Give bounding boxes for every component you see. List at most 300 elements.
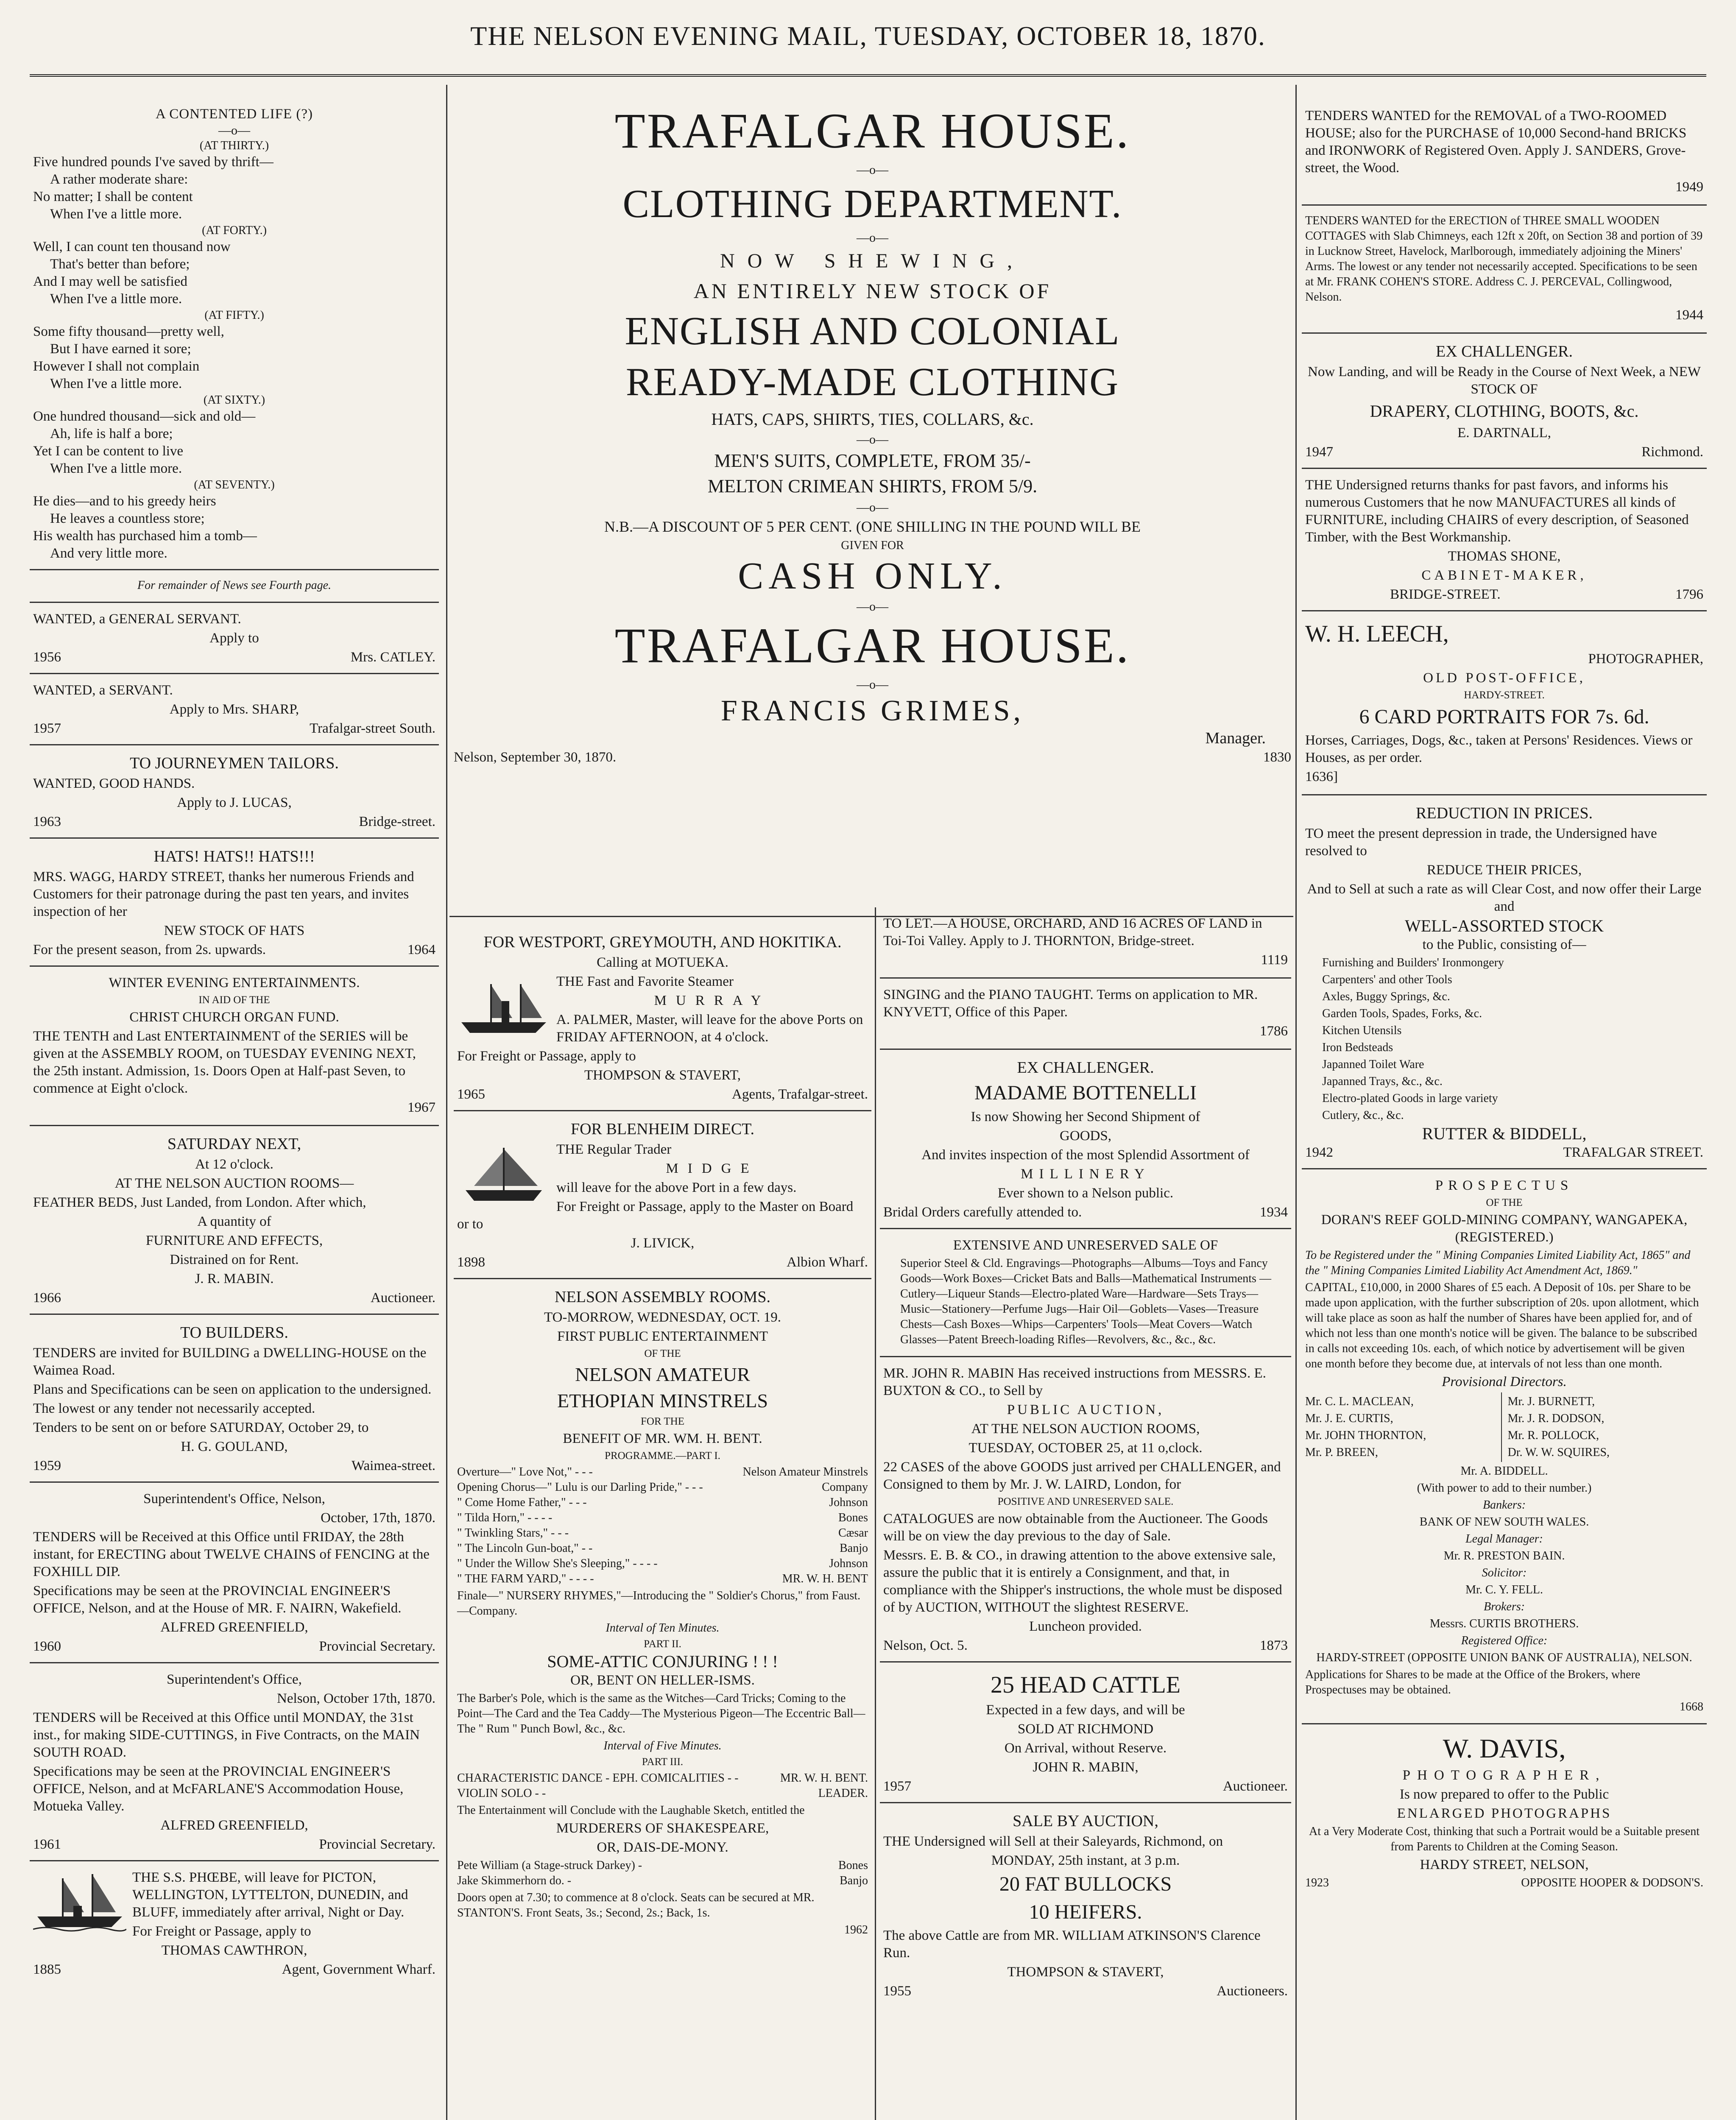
ad-heading: PROSPECTUS	[1435, 1178, 1574, 1193]
stanza-age: (AT FORTY.)	[202, 224, 267, 237]
ad-cash-only: CASH ONLY.	[738, 555, 1007, 597]
ad-sub: NEW STOCK OF HATS	[164, 923, 305, 938]
ad-role: Auctioneer.	[1222, 1779, 1288, 1794]
ad-discount: N.B.—A DISCOUNT OF 5 PER CENT. (ONE SHILLING IN THE POUND WILL BE	[604, 518, 1141, 535]
ad-office: OLD POST-OFFICE,	[1423, 670, 1585, 686]
ad-number: 1966	[33, 1290, 61, 1305]
ad-wanted-servant-2	[30, 674, 439, 745]
ad-agent: THOMPSON & STAVERT,	[584, 1068, 741, 1083]
list-item: Kitchen Utensils	[1322, 1024, 1402, 1037]
ad-dept: CLOTHING DEPARTMENT.	[622, 182, 1122, 226]
column-divider	[875, 907, 876, 2120]
programme-row: CHARACTERISTIC DANCE - EPH. COMICALITIES - - MR. W. H. BENT.	[457, 1771, 868, 1785]
list-item: Japanned Trays, &c., &c.	[1322, 1075, 1443, 1088]
column-2b	[880, 907, 1291, 2120]
ad-role: Provincial Secretary.	[319, 1639, 435, 1654]
ad-extensive-sale	[880, 1229, 1291, 1357]
ad-address: Waimea-street.	[352, 1458, 435, 1473]
director: Mr. J. R. DODSON,	[1507, 1412, 1605, 1425]
ad-heading: 25 HEAD CATTLE	[991, 1672, 1181, 1698]
ad-body: The lowest or any tender not necessarily accepted.	[33, 1401, 315, 1416]
ad-superintendent-roads	[30, 1663, 439, 1861]
ad-line: OR, DAIS-DE-MONY.	[597, 1840, 728, 1855]
ad-body: Applications for Shares to be made at the Office of the Brokers, where Prospectuses may be obtained.	[1305, 1668, 1641, 1696]
ad-heading: REDUCTION IN PRICES.	[1416, 804, 1593, 822]
ad-line: On Arrival, without Reserve.	[1004, 1741, 1167, 1756]
poem-contented-life	[30, 100, 439, 570]
ad-heading: TO JOURNEYMEN TAILORS.	[130, 754, 339, 772]
ad-body: THE Undersigned returns thanks for past favors, and informs his numerous Customers that he now MANUFACTURES all kinds of FURNITURE, including CHAIRS of every description, of Seasoned Timber, with the Best Workmanship.	[1305, 477, 1689, 545]
ad-heading: EX CHALLENGER.	[1017, 1059, 1154, 1077]
column-1	[30, 100, 439, 2120]
programme-row: " THE FARM YARD," - - - - MR. W. H. BENT	[457, 1572, 868, 1585]
ad-name: THOMAS CAWTHRON,	[161, 1943, 307, 1958]
ad-number: 1934	[1260, 1205, 1288, 1220]
poem-line: No matter; I shall be content	[33, 189, 193, 204]
ad-role: PHOTOGRAPHER,	[1402, 1768, 1606, 1783]
director: Mr. JOHN THORNTON,	[1305, 1429, 1426, 1442]
ad-tailors	[30, 745, 439, 839]
ad-where: AT THE NELSON AUCTION ROOMS—	[114, 1176, 354, 1191]
ad-body: MR. JOHN R. MABIN Has received instructions from MESSRS. E. BUXTON & CO., to Sell by	[883, 1366, 1266, 1398]
news-footer-text: For remainder of News see Fourth page.	[137, 579, 332, 592]
ad-line: OF THE	[644, 1348, 681, 1359]
ad-line: REDUCE THEIR PRICES,	[1426, 862, 1582, 878]
ad-body: At a Very Moderate Cost, thinking that such a Portrait would be a Suitable present from Parents to Children at the Coming Season.	[1309, 1825, 1700, 1853]
ad-line: Mr. R. PRESTON BAIN.	[1443, 1549, 1565, 1562]
stanza-age: (AT FIFTY.)	[204, 309, 264, 322]
ad-subheading: Brokers:	[1484, 1600, 1525, 1613]
ad-davis	[1302, 1724, 1707, 1897]
ad-date: October, 17th, 1870.	[321, 1510, 435, 1526]
poem-line: And very little more.	[50, 546, 167, 561]
ad-heading: SALE BY AUCTION,	[1013, 1812, 1158, 1830]
ad-name: W. DAVIS,	[1443, 1733, 1566, 1763]
separator: —o—	[857, 163, 888, 177]
ad-title: TRAFALGAR HOUSE.	[614, 618, 1130, 673]
programme-row: " Tilda Horn," - - - - Bones	[457, 1511, 868, 1524]
ad-body: The Barber's Pole, which is the same as the Witches—Card Tricks; Coming to the Point—The Card and the Tea Caddy—The Mysterious Pigeon—The Eccentric Ball—The " Rum " Punch Bowl, &c., &c.	[457, 1692, 865, 1735]
ad-title: WANTED, GOOD HANDS.	[33, 776, 195, 791]
separator: —o—	[857, 432, 888, 446]
directors-list	[1305, 1392, 1703, 1462]
poem-line: Well, I can count ten thousand now	[33, 239, 231, 254]
ad-company: DORAN'S REEF GOLD-MINING COMPANY, WANGAPEKA, (REGISTERED.)	[1321, 1212, 1688, 1245]
ad-line: ENLARGED PHOTOGRAPHS	[1397, 1806, 1612, 1821]
ad-subheading: Registered Office:	[1461, 1634, 1548, 1647]
masthead: THE NELSON EVENING MAIL, TUESDAY, OCTOBER 18, 1870.	[470, 21, 1266, 51]
ad-line: For Freight or Passage, apply to	[457, 1049, 636, 1064]
ad-westport-steamer	[454, 924, 871, 1111]
ad-line: to the Public, consisting of—	[1422, 937, 1586, 952]
ad-body: The above Cattle are from MR. WILLIAM ATKINSON'S Clarence Run.	[883, 1928, 1261, 1961]
ad-line: And invites inspection of the most Splendid Assortment of	[921, 1147, 1250, 1163]
list-item: Cutlery, &c., &c.	[1322, 1109, 1404, 1122]
ad-line: SOLD AT RICHMOND	[1017, 1721, 1154, 1737]
ad-body: TO meet the present depression in trade, the Undersigned have resolved to	[1305, 826, 1657, 859]
ad-number: 1873	[1260, 1638, 1288, 1653]
ad-ready-made: READY-MADE CLOTHING	[625, 360, 1119, 404]
ad-subheading: Bankers:	[1482, 1498, 1526, 1512]
ad-line: Apply to Mrs. SHARP,	[169, 702, 299, 717]
column-divider	[446, 85, 447, 2120]
ad-cards: 6 CARD PORTRAITS FOR 7s. 6d.	[1359, 706, 1649, 728]
poem-line: And I may well be satisfied	[33, 274, 187, 289]
ad-heading: FOR BLENHEIM DIRECT.	[570, 1120, 755, 1138]
ad-dartnall	[1302, 334, 1707, 469]
programme-row: VIOLIN SOLO - - LEADER.	[457, 1787, 868, 1800]
ad-body: Messrs. E. B. & CO., in drawing attention to the above extensive sale, assure the public that it is entirely a Consignment, and that, in compliance with the Shipper's instructions, the whole must be disposed of by AUCTION, WITHOUT the slightest RESERVE.	[883, 1548, 1282, 1615]
separator: —o—	[857, 678, 888, 692]
list-item: Iron Bedsteads	[1322, 1041, 1393, 1054]
poem-line: Some fifty thousand—pretty well,	[33, 324, 224, 339]
director: Mr. J. E. CURTIS,	[1305, 1412, 1393, 1425]
ad-line: HARDY-STREET (OPPOSITE UNION BANK OF AUSTRALIA), NELSON.	[1316, 1651, 1692, 1664]
ad-body: 22 CASES of the above GOODS just arrived per CHALLENGER, and Consigned to them by Mr. J. W. LAIRD, London, for	[883, 1459, 1281, 1492]
ad-subheading: Solicitor:	[1482, 1566, 1527, 1579]
ad-number: 1947	[1305, 444, 1333, 460]
ad-body: MRS. WAGG, HARDY STREET, thanks her numerous Friends and Customers for their patronage during the past ten years, and invites inspection of her	[33, 869, 414, 919]
ad-now-shewing: NOW SHEWING,	[720, 250, 1025, 272]
ad-number: 1957	[33, 721, 61, 736]
ad-stock: WELL-ASSORTED STOCK	[1404, 916, 1604, 935]
ad-date: TO-MORROW, WEDNESDAY, OCT. 19.	[544, 1310, 781, 1325]
ad-tenders-cottages	[1302, 206, 1707, 334]
ad-stock: AN ENTIRELY NEW STOCK OF	[693, 279, 1052, 303]
programme-row: Pete William (a Stage-struck Darkey) - Bones	[457, 1859, 868, 1872]
programme-row: " The Lincoln Gun-boat," - - Banjo	[457, 1542, 868, 1555]
ad-winter-entertainments	[30, 967, 439, 1126]
ad-builders	[30, 1315, 439, 1483]
ad-number: 1955	[883, 1983, 911, 1999]
ad-address: Richmond.	[1641, 444, 1703, 460]
ad-line: For Freight or Passage, apply to the Master on Board or to	[457, 1199, 854, 1232]
ad-benefit: BENEFIT OF MR. WM. H. BENT.	[563, 1431, 762, 1446]
ad-title: WANTED, a GENERAL SERVANT.	[33, 611, 241, 627]
separator: —o—	[857, 600, 888, 614]
ad-shone	[1302, 469, 1707, 611]
ad-interval: Interval of Ten Minutes.	[606, 1621, 720, 1635]
ad-prospectus	[1302, 1169, 1707, 1724]
ad-number: 1962	[844, 1923, 868, 1936]
ad-body: A. PALMER, Master, will leave for the above Ports on FRIDAY AFTERNOON, at 4 o'clock.	[556, 1012, 863, 1045]
ad-leech	[1302, 611, 1707, 795]
poem-line: Five hundred pounds I've saved by thrift—	[33, 154, 274, 170]
ad-name: JOHN R. MABIN,	[1033, 1760, 1139, 1775]
ad-address: Agents, Trafalgar-street.	[731, 1087, 868, 1102]
poem-line: One hundred thousand—sick and old—	[33, 409, 256, 424]
programme-row: Opening Chorus—" Lulu is our Darling Pride," - - - Company	[457, 1481, 868, 1494]
ad-title: WANTED, a SERVANT.	[33, 683, 173, 698]
poem-line: That's better than before;	[50, 257, 190, 272]
ad-number: 1959	[33, 1458, 61, 1473]
programme-row: " Under the Willow She's Sleeping," - - - - Johnson	[457, 1557, 868, 1570]
ad-role: Provincial Secretary.	[319, 1837, 435, 1852]
masthead-rule	[30, 74, 1706, 77]
ad-number: 1898	[457, 1255, 485, 1270]
ad-number: 1960	[33, 1639, 61, 1654]
ad-body: SINGING and the PIANO TAUGHT. Terms on application to MR. KNYVETT, Office of this Paper.	[883, 987, 1258, 1020]
trafalgar-house-ad	[454, 100, 1291, 914]
ad-registered: To be Registered under the " Mining Companies Limited Liability Act, 1865" and the " Mining Companies Limited Liability Act Amendment Act, 1869."	[1305, 1249, 1691, 1277]
ad-line: MURDERERS OF SHAKESPEARE,	[556, 1821, 769, 1836]
ad-number: 1964	[407, 942, 435, 957]
programme-row: Overture—" Love Not," - - - Nelson Amateur Minstrels	[457, 1465, 868, 1478]
ad-millinery: MILLINERY	[1021, 1166, 1150, 1182]
list-item: Axles, Buggy Springs, &c.	[1322, 990, 1450, 1003]
ad-number: 1119	[1261, 952, 1288, 968]
ad-heading: SATURDAY NEXT,	[167, 1135, 301, 1153]
ad-body: TENDERS WANTED for the ERECTION of THREE SMALL WOODEN COTTAGES with Slab Chimneys, each 12ft x 20ft, on Section 38 and portion of 39 in Lucknow Street, Havelock, Marlborough, immediately adjoining the Miners' Arms. The lowest or any tender not necessarily accepted. Specifications to be seen at Mr. FRANK COHEN'S STORE. Address C. J. PERCEVAL, Collingwood, Nelson.	[1305, 214, 1703, 304]
ad-number: 1956	[33, 650, 61, 665]
ad-line: FIRST PUBLIC ENTERTAINMENT	[557, 1329, 768, 1344]
ad-superintendent-fencing	[30, 1483, 439, 1663]
ad-sub: IN AID OF THE	[198, 994, 270, 1006]
ad-line: Ever shown to a Nelson public.	[997, 1186, 1174, 1201]
ad-body: Horses, Carriages, Dogs, &c., taken at Persons' Residences. Views or Houses, as per order.	[1305, 733, 1693, 765]
ad-mabin-auction	[880, 1357, 1291, 1663]
ad-line: BANK OF NEW SOUTH WALES.	[1419, 1515, 1589, 1529]
ad-body: Specifications may be seen at the PROVINCIAL ENGINEER'S OFFICE, Nelson, and at McFARLANE'S Accommodation House, Motueka Valley.	[33, 1764, 404, 1814]
ad-body: Now Landing, and will be Ready in the Course of Next Week, a NEW STOCK OF	[1308, 364, 1701, 397]
ad-heading: TO BUILDERS.	[180, 1324, 288, 1342]
separator: —o—	[857, 500, 888, 514]
ad-body: The Entertainment will Conclude with the Laughable Sketch, entitled the	[457, 1804, 805, 1817]
ad-auction: PUBLIC AUCTION,	[1007, 1402, 1164, 1417]
poem-line: When I've a little more.	[50, 291, 182, 307]
ad-address: BRIDGE-STREET.	[1390, 587, 1501, 602]
ship-icon	[33, 1870, 126, 1933]
ad-line: Distrained on for Rent.	[170, 1252, 299, 1267]
ad-role: Auctioneers.	[1217, 1983, 1288, 1999]
programme-row: " Twinkling Stars," - - - Cæsar	[457, 1526, 868, 1540]
poem-line: His wealth has purchased him a tomb—	[33, 528, 257, 544]
ad-directors-heading: Provisional Directors.	[1442, 1374, 1567, 1389]
ad-number: 1830	[1263, 750, 1291, 765]
ad-line: OPPOSITE HOOPER & DODSON'S.	[1521, 1876, 1703, 1889]
separator: —o—	[857, 231, 888, 245]
poem-line: When I've a little more.	[50, 461, 182, 476]
ad-english-colonial: ENGLISH AND COLONIAL	[625, 309, 1120, 353]
ad-line: OR, BENT ON HELLER-ISMS.	[570, 1673, 755, 1688]
ad-body: Specifications may be seen at the PROVINCIAL ENGINEER'S OFFICE, Nelson, and at the House of MR. F. NAIRN, Wakefield.	[33, 1583, 402, 1616]
director: Mr. R. POLLOCK,	[1507, 1429, 1599, 1442]
ad-body: Superior Steel & Cld. Engravings—Photographs—Albums—Toys and Fancy Goods—Work Boxes—Cricket Bats and Balls—Mathematical Instruments — Cutlery—Liqueur Stands—Electro-plated Ware—Hardware—Sets Trays—Music—Stationery—Perfume Jugs—Hair Oil—Goblets—Vases—Treasure Chests—Cash Boxes—Whips—Carpenters' Tools—Meat Covers—Watch Glasses—Patent Breech-loading Rifles—Revolvers, &c., &c., &c.	[900, 1257, 1271, 1346]
ad-number: 1636]	[1305, 769, 1338, 784]
ad-date: Nelson, Oct. 5.	[883, 1638, 968, 1653]
ad-sale-by-auction	[880, 1803, 1291, 2007]
list-item: Garden Tools, Spades, Forks, &c.	[1322, 1007, 1482, 1020]
ad-tenders-removal	[1302, 100, 1707, 206]
ad-body: Is now Showing her Second Shipment of	[971, 1109, 1200, 1124]
ad-number: 1668	[1680, 1700, 1703, 1713]
ad-body: TENDERS will be Received at this Office until FRIDAY, the 28th instant, for ERECTING about TWELVE CHAINS of FENCING at the FOXHILL DIP.	[33, 1529, 430, 1579]
ad-calling: Calling at MOTUEKA.	[597, 955, 728, 970]
programme-row: Jake Skimmerhorn do. - Banjo	[457, 1874, 868, 1887]
ad-body: THE Regular Trader	[556, 1142, 672, 1157]
ad-name: W. H. LEECH,	[1305, 621, 1449, 647]
ad-heading: FOR WESTPORT, GREYMOUTH, AND HOKITIKA.	[483, 933, 842, 951]
ad-capital: CAPITAL, £10,000, in 2000 Shares of £5 each. A Deposit of 10s. per Share to be made upon application, with the further subscription of 20s. upon allotment, which will take place as soon as half the number of Shares have been applied for, and of which not less than one month's notice will be given. The balance to be subscribed in calls not exceeding 10s. each, of which notice by advertisement will be given one month before they become due, at intervals of not less than one month.	[1305, 1281, 1699, 1370]
stanza-age: (AT SEVENTY.)	[194, 478, 275, 491]
ad-line: Apply to J. LUCAS,	[177, 795, 292, 810]
ad-manager: Manager.	[1205, 729, 1266, 747]
ad-nelson-amateur: NELSON AMATEUR	[575, 1364, 750, 1385]
ad-number: 1885	[33, 1962, 61, 1977]
director: Mr. P. BREEN,	[1305, 1446, 1378, 1459]
ad-conjuring: SOME-ATTIC CONJURING ! ! !	[547, 1652, 778, 1671]
ad-suits: MEN'S SUITS, COMPLETE, FROM 35/-	[714, 450, 1031, 471]
ad-date: Nelson, September 30, 1870.	[454, 750, 617, 765]
ad-number: 1942	[1305, 1145, 1333, 1160]
ad-number: 1949	[1675, 179, 1703, 195]
ad-doors: Doors open at 7.30; to commence at 8 o'clock. Seats can be secured at MR. STANTON'S. Front Seats, 3s.; Second, 2s.; Back, 1s.	[457, 1891, 815, 1919]
ad-body: THE S.S. PHŒBE, will leave for PICTON, WELLINGTON, LYTTELTON, DUNEDIN, and BLUFF, immediately after arrival, Night or Day.	[132, 1870, 408, 1920]
ad-heading: WINTER EVENING ENTERTAINMENTS.	[109, 975, 360, 990]
ad-body: THE Undersigned will Sell at their Saleyards, Richmond, on	[883, 1834, 1223, 1849]
ad-role: PHOTOGRAPHER,	[1588, 651, 1703, 667]
director: Mr. A. BIDDELL.	[1460, 1464, 1548, 1478]
poem-line: Yet I can be content to live	[33, 444, 184, 459]
ad-heading: EX CHALLENGER.	[1436, 343, 1573, 360]
ad-body: Tenders to be sent on or before SATURDAY, October 29, to	[33, 1420, 369, 1435]
ad-address: Trafalgar-street South.	[310, 721, 435, 736]
ad-part: PART III.	[642, 1756, 684, 1768]
ad-programme: PROGRAMME.—PART I.	[605, 1450, 720, 1462]
list-item: Furnishing and Builders' Ironmongery	[1322, 956, 1504, 969]
ad-number: 1961	[33, 1837, 61, 1852]
ad-line: Mr. C. Y. FELL.	[1465, 1583, 1543, 1596]
ad-body: TENDERS are invited for BUILDING a DWELLING-HOUSE on the Waimea Road.	[33, 1345, 427, 1378]
ad-grimes: FRANCIS GRIMES,	[720, 695, 1024, 727]
ad-number: 1965	[457, 1087, 485, 1102]
ad-number: 1957	[883, 1779, 911, 1794]
ad-body: TENDERS WANTED for the REMOVAL of a TWO-ROOMED HOUSE; also for the PURCHASE of 10,000 Second-hand BRICKS and IRONWORK of Registered Oven. Apply J. SANDERS, Grove-street, the Wood.	[1305, 108, 1687, 176]
stanza-age: (AT THIRTY.)	[199, 139, 269, 152]
ad-body: Plans and Specifications can be seen on application to the undersigned.	[33, 1382, 432, 1397]
ad-number: 1786	[1260, 1024, 1288, 1039]
ad-wanted-servant	[30, 603, 439, 674]
ad-line: FURNITURE AND EFFECTS,	[145, 1233, 323, 1248]
ad-madame: MADAME BOTTENELLI	[974, 1082, 1197, 1104]
ad-address: Albion Wharf.	[787, 1255, 868, 1270]
ad-address: Bridge-street.	[359, 814, 435, 829]
ad-body: TO LET.—A HOUSE, ORCHARD, AND 16 ACRES OF LAND in Toi-Toi Valley. Apply to J. THORNTON, Bridge-street.	[883, 916, 1262, 948]
ad-interval: Interval of Five Minutes.	[603, 1739, 722, 1752]
ad-name: ALFRED GREENFIELD,	[160, 1620, 308, 1635]
ad-name: E. DARTNALL,	[1457, 425, 1551, 441]
ad-agent: J. LIVICK,	[631, 1236, 695, 1251]
poem-line: But I have earned it sore;	[50, 341, 191, 357]
ad-heading: HATS! HATS!! HATS!!!	[154, 848, 315, 865]
ad-body: FEATHER BEDS, Just Landed, from London. After which,	[33, 1195, 366, 1210]
ad-role: Auctioneer.	[370, 1290, 435, 1305]
ad-line: Luncheon provided.	[1029, 1619, 1142, 1634]
ad-phoebe	[30, 1861, 439, 1985]
ad-name: ALFRED GREENFIELD,	[160, 1818, 308, 1833]
news-footer	[30, 570, 439, 603]
ad-number: 1967	[407, 1100, 435, 1115]
ad-line: For Freight or Passage, apply to	[132, 1924, 311, 1939]
ad-body: THE Fast and Favorite Steamer	[556, 974, 734, 989]
ad-number: 1944	[1675, 307, 1703, 323]
ad-shirts: MELTON CRIMEAN SHIRTS, FROM 5/9.	[707, 476, 1038, 497]
ad-address: HARDY STREET, NELSON,	[1420, 1857, 1589, 1872]
ad-number: 1963	[33, 814, 61, 829]
ad-blenheim	[454, 1111, 871, 1279]
ad-body: THE TENTH and Last ENTERTAINMENT of the SERIES will be given at the ASSEMBLY ROOM, on TUESDAY EVENING NEXT, the 25th instant. Admission, 1s. Doors Open at Half-past Seven, to commence at Eight o'clock.	[33, 1029, 416, 1096]
poem-line: When I've a little more.	[50, 206, 182, 222]
ad-address: TRAFALGAR STREET.	[1563, 1145, 1703, 1160]
ad-line: OF THE	[1486, 1197, 1523, 1208]
poem-line: When I've a little more.	[50, 376, 182, 391]
ad-heifers: 10 HEIFERS.	[1029, 1901, 1142, 1923]
ad-line: FOR THE	[640, 1416, 685, 1427]
ad-hats-caps: HATS, CAPS, SHIRTS, TIES, COLLARS, &c.	[711, 410, 1034, 429]
ad-sub: CHRIST CHURCH ORGAN FUND.	[129, 1010, 339, 1025]
ad-date: Nelson, October 17th, 1870.	[277, 1691, 435, 1706]
ad-line: Is now prepared to offer to the Public	[1399, 1787, 1609, 1802]
ad-time: At 12 o'clock.	[195, 1157, 274, 1172]
poem-title: A CONTENTED LIFE (?)	[155, 106, 313, 122]
ad-date: MONDAY, 25th instant, at 3 p.m.	[991, 1853, 1180, 1868]
poem-line: He leaves a countless store;	[50, 511, 205, 526]
poem-line: A rather moderate share:	[50, 172, 188, 187]
ad-ethiopian: ETHOPIAN MINSTRELS	[557, 1390, 768, 1411]
ad-line: POSITIVE AND UNRESERVED SALE.	[997, 1496, 1174, 1507]
ad-office: Superintendent's Office,	[167, 1672, 302, 1687]
ad-heading: EXTENSIVE AND UNRESERVED SALE OF	[953, 1238, 1218, 1253]
poem-line: Ah, life is half a bore;	[50, 426, 173, 441]
ad-reduction	[1302, 795, 1707, 1169]
column-3	[1302, 100, 1707, 2120]
ad-name: Mrs. CATLEY.	[350, 650, 435, 665]
ad-saturday-auction	[30, 1126, 439, 1315]
ad-line: Messrs. CURTIS BROTHERS.	[1429, 1617, 1579, 1630]
ad-part: PART II.	[644, 1638, 681, 1650]
ad-title: TRAFALGAR HOUSE.	[614, 103, 1130, 159]
ad-number: 1796	[1675, 587, 1703, 602]
ad-head-cattle	[880, 1663, 1291, 1803]
ad-heading: NELSON ASSEMBLY ROOMS.	[555, 1288, 770, 1306]
ship-icon	[457, 976, 550, 1039]
programme-row: " Come Home Father," - - - Johnson	[457, 1496, 868, 1509]
ad-name: H. G. GOULAND,	[181, 1439, 288, 1454]
column-divider	[1295, 85, 1297, 2120]
director: Dr. W. W. SQUIRES,	[1507, 1446, 1610, 1459]
ad-line: GOODS,	[1060, 1128, 1111, 1144]
ad-given: GIVEN FOR	[841, 539, 904, 552]
ad-number: 1923	[1305, 1876, 1329, 1889]
ad-line: For the present season, from 2s. upwards.	[33, 942, 266, 957]
ad-ship-name: MIDGE	[666, 1161, 759, 1176]
ad-finale: Finale—" NURSERY RHYMES,"—Introducing the " Soldier's Chorus," from Faust.—Company.	[457, 1589, 861, 1618]
ad-hats	[30, 839, 439, 967]
ad-line: Expected in a few days, and will be	[986, 1702, 1185, 1718]
ad-body: TENDERS will be Received at this Office until MONDAY, the 31st inst., for making SIDE-CUTTINGS, in Five Contracts, on the MAIN SOUTH ROAD.	[33, 1710, 420, 1760]
ad-line: Apply to	[209, 630, 259, 646]
ad-subheading: Legal Manager:	[1465, 1532, 1543, 1545]
stanza-age: (AT SIXTY.)	[203, 393, 265, 407]
ad-name: THOMAS SHONE,	[1448, 549, 1561, 564]
ad-to-let	[880, 907, 1291, 979]
poem-line: However I shall not complain	[33, 359, 200, 374]
separator: —o—	[218, 123, 250, 137]
ad-name: J. R. MABIN.	[195, 1271, 274, 1286]
poem-line: He dies—and to his greedy heirs	[33, 494, 216, 509]
ad-ship-name: MURRAY	[654, 993, 770, 1008]
ad-date: TUESDAY, OCTOBER 25, at 11 o,clock.	[968, 1440, 1203, 1456]
